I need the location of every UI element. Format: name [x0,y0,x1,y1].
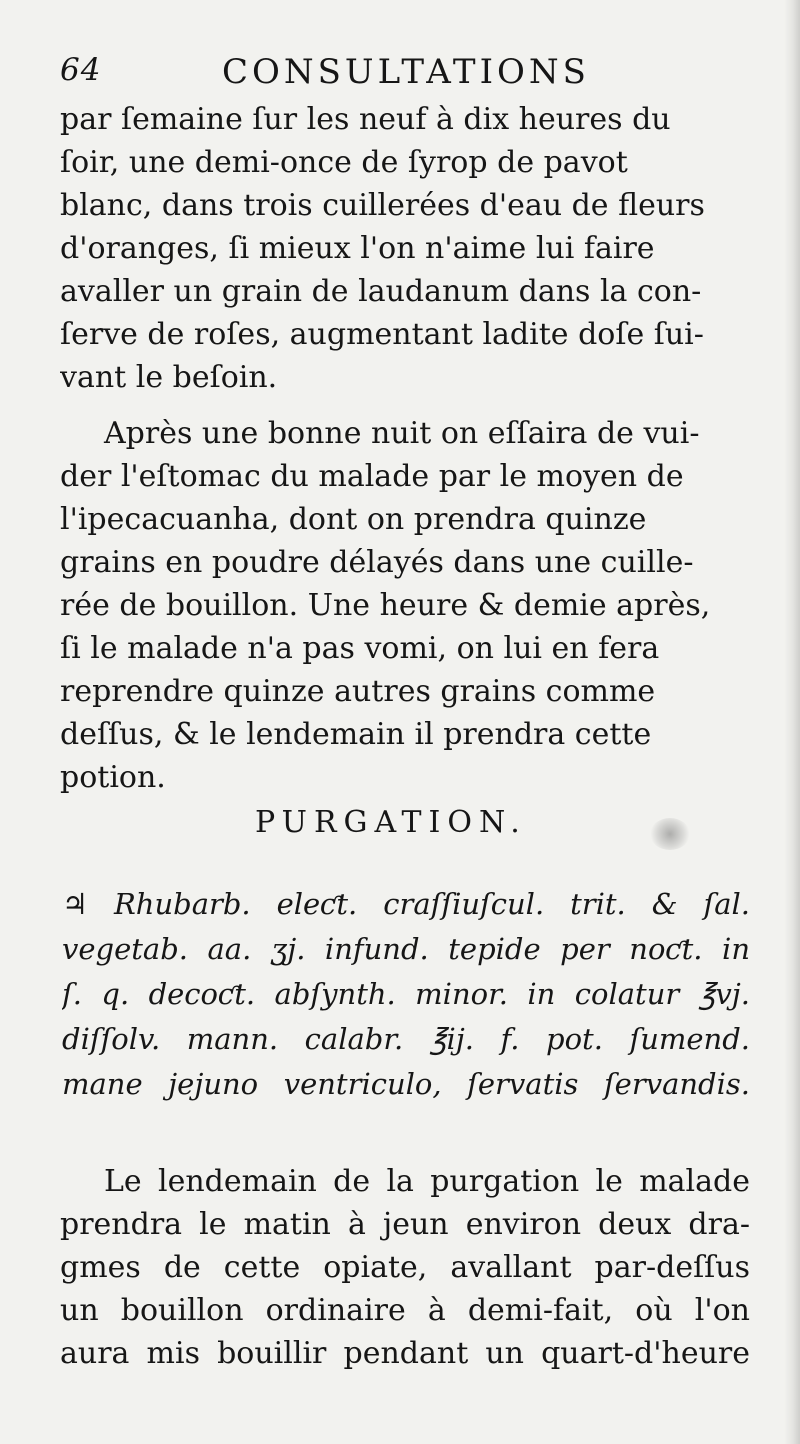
paragraph-2-line: reprendre quinze autres grains comme [60,674,656,709]
paragraph-2-line: potion. [60,760,166,795]
page-number: 64 [60,52,102,88]
paragraph-1-line: ſerve de roſes, augmentant ladite doſe ſui- [60,317,704,352]
ink-stain [650,818,690,850]
prescription-line: diſſolv. mann. calabr. ℥ij. f. pot. ſumend. [62,1022,750,1056]
paragraph-1-line: par ſemaine ſur les neuf à dix heures du [60,102,671,137]
paragraph-3-line: Le lendemain de la purgation le malade [104,1164,750,1199]
paragraph-2-line: deſſus, & le lendemain il prendra cette [60,717,652,752]
prescription-line: vegetab. aa. ʒj. infund. tepide per noƈt. in [62,932,750,966]
paragraph-3 [60,1160,750,1375]
paragraph-1-line: avaller un grain de laudanum dans la con- [60,274,702,309]
paragraph-1-line: vant le beſoin. [60,360,278,395]
paragraph-3-line: un bouillon ordinaire à demi-fait, où l'on [60,1293,750,1328]
paragraph-1-line: d'oranges, ſi mieux l'on n'aime lui faire [60,231,655,266]
paragraph-3-line: gmes de cette opiate, avallant par-deſſus [60,1250,750,1285]
paragraph-2-line: rée de bouillon. Une heure & demie après, [60,588,711,623]
paragraph-2 [60,412,750,799]
paragraph-2-line: ſi le malade n'a pas vomi, on lui en fera [60,631,660,666]
prescription-line: ♃ Rhubarb. eleƈt. craſſiuſcul. trit. & ſal. [62,887,750,921]
paragraph-1 [60,98,750,399]
paragraph-2-line: l'ipecacuanha, dont on prendra quinze [60,502,647,537]
prescription-line: mane jejuno ventriculo, ſervatis ſervandis. [62,1067,750,1101]
paragraph-1-line: blanc, dans trois cuillerées d'eau de fleurs [60,188,705,223]
prescription-line: ſ. q. decoƈt. abſynth. minor. in colatur ℥vj. [62,977,750,1011]
section-heading-purgation: PURGATION. [255,805,527,840]
paragraph-3-line: prendra le matin à jeun environ deux dra- [60,1207,750,1242]
paragraph-2-line: der l'eſtomac du malade par le moyen de [60,459,684,494]
page-edge-shadow [784,0,800,1444]
paragraph-2-line: grains en poudre délayés dans une cuille- [60,545,694,580]
page-header [60,52,750,100]
running-head: CONSULTATIONS [222,52,590,92]
paragraph-1-line: ſoir, une demi-once de ſyrop de pavot [60,145,628,180]
prescription-block [62,882,750,1107]
paragraph-2-line: Après une bonne nuit on eſſaira de vui- [104,416,700,451]
paragraph-3-line: aura mis bouillir pendant un quart-d'heure [60,1336,750,1371]
